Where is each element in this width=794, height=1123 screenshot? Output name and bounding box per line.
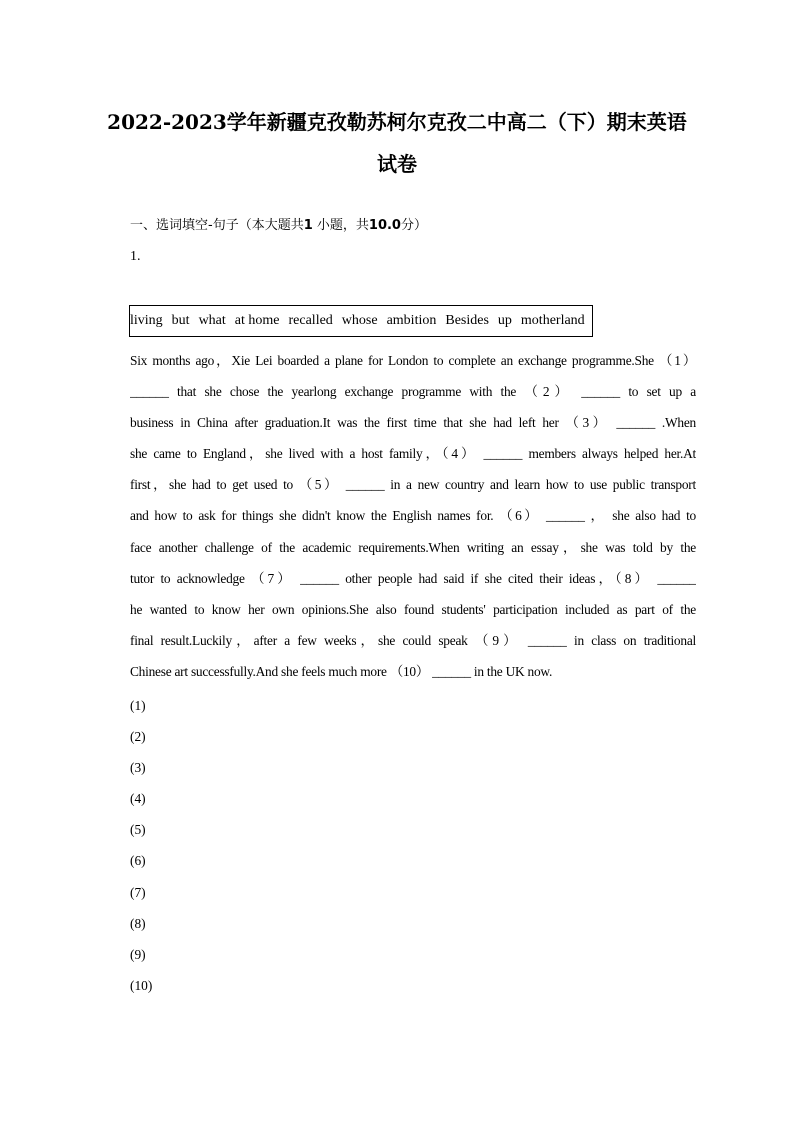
word-bank-item: ambition — [386, 313, 437, 328]
word-bank-item: at home — [234, 313, 280, 328]
word-bank-item: Besides — [445, 313, 489, 328]
answer-label: (2) — [130, 729, 146, 745]
title-line-2: 试卷 — [377, 152, 417, 176]
section-heading-main: 一、选词填空-句子（本大题共 — [130, 218, 304, 233]
section-heading — [130, 217, 427, 235]
answer-list — [130, 690, 152, 1001]
passage-line: Chinese art successfully.And she feels much more （10） ______ in the UK now. — [130, 663, 553, 679]
section-heading-end: 分） — [400, 218, 427, 233]
answer-label: (6) — [130, 853, 146, 869]
passage-line: he wanted to know her own opinions.She also found students' participation included as part of the — [130, 601, 696, 617]
word-bank — [129, 305, 593, 337]
word-bank-item: living — [130, 313, 163, 328]
answer-label: (7) — [130, 884, 146, 900]
question-number: 1. — [130, 249, 141, 264]
passage-line: tutor to acknowledge （7） ______ other people had said if she cited their ideas，（8） ______ — [130, 570, 696, 586]
passage-line: first，she had to get used to （5） ______ in a new country and learn how to use public transport — [130, 477, 696, 493]
word-bank-item: recalled — [288, 313, 333, 328]
answer-label: (10) — [130, 977, 153, 993]
passage-line: face another challenge of the academic requirements.When writing an essay，she was told by the — [130, 539, 696, 555]
passage-line: Six months ago，Xie Lei boarded a plane for London to complete an exchange programme.She （1） — [130, 353, 696, 368]
passage-line: business in China after graduation.It was the first time that she had left her （3） ______ .When — [130, 415, 696, 431]
word-bank-item: what — [198, 313, 226, 328]
passage-line: ______ that she chose the yearlong exchange programme with the （2） ______ to set up a — [130, 384, 696, 400]
word-bank-item: motherland — [520, 313, 585, 328]
title-line-1: 2022-2023学年新疆克孜勒苏柯尔克孜二中高二（下）期末英语 — [107, 110, 687, 134]
word-bank-item: but — [171, 313, 190, 328]
answer-label: (8) — [130, 915, 146, 931]
passage — [130, 345, 696, 687]
section-score: 10.0 — [368, 218, 401, 233]
page-title — [95, 101, 699, 185]
answer-label: (1) — [130, 698, 146, 713]
word-bank-item: up — [497, 313, 512, 328]
passage-line: final result.Luckily，after a few weeks，she could speak （9） ______ in class on traditional — [130, 632, 696, 648]
passage-line: and how to ask for things she didn't know the English names for. （6） ______ ， she also had to — [130, 508, 696, 524]
answer-label: (5) — [130, 822, 146, 838]
section-heading-mid: 小题，共 — [316, 218, 369, 233]
answer-label: (3) — [130, 760, 146, 776]
answer-label: (9) — [130, 946, 146, 962]
passage-line: she came to England，she lived with a host family，（4） ______ members always helped her.At — [130, 446, 696, 462]
word-bank-item: whose — [341, 313, 378, 328]
answer-label: (4) — [130, 791, 146, 807]
question-count: 1 — [303, 218, 313, 233]
